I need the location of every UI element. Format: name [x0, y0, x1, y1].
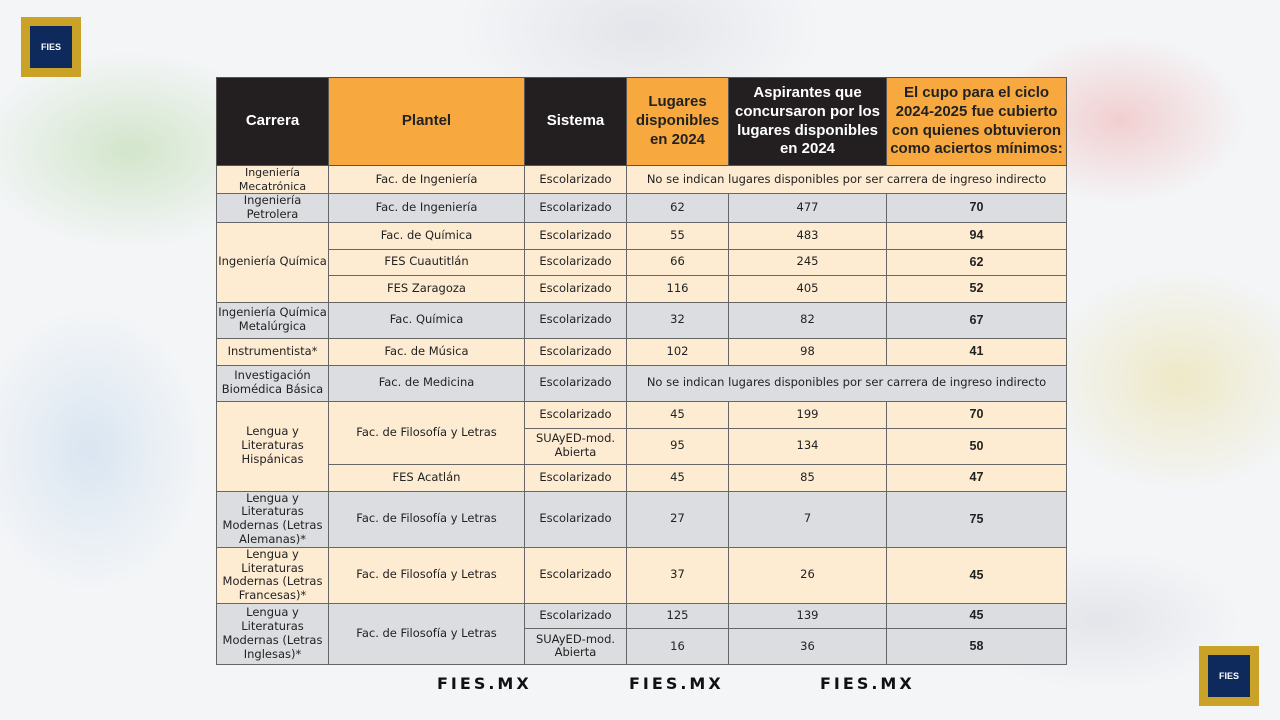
cell-cupo: 70 [887, 194, 1067, 223]
cell-lugares: 62 [627, 194, 729, 223]
cell-carrera: Lengua y Literaturas Hispánicas [217, 401, 329, 491]
cell-cupo: 50 [887, 428, 1067, 464]
cell-cupo: 45 [887, 547, 1067, 603]
cell-aspirantes: 199 [729, 401, 887, 428]
header-carrera: Carrera [217, 78, 329, 166]
cell-plantel: Fac. de Medicina [329, 365, 525, 401]
table-row [217, 222, 1067, 249]
cell-aspirantes: 85 [729, 464, 887, 491]
cell-carrera: Instrumentista* [217, 338, 329, 365]
cell-aspirantes: 405 [729, 275, 887, 302]
cell-aspirantes: 98 [729, 338, 887, 365]
cell-aspirantes: 36 [729, 628, 887, 664]
cell-lugares: 16 [627, 628, 729, 664]
cell-sistema: Escolarizado [525, 194, 627, 223]
cell-carrera: Investigación Biomédica Básica [217, 365, 329, 401]
cell-plantel: Fac. de Ingeniería [329, 194, 525, 223]
cell-aspirantes: 7 [729, 491, 887, 547]
cell-cupo: 41 [887, 338, 1067, 365]
results-table-container [216, 77, 1066, 661]
cell-carrera: Lengua y Literaturas Modernas (Letras Francesas)* [217, 547, 329, 603]
header-plantel: Plantel [329, 78, 525, 166]
cell-aspirantes: 82 [729, 302, 887, 338]
cell-sistema: Escolarizado [525, 222, 627, 249]
cell-sistema: Escolarizado [525, 275, 627, 302]
header-sistema: Sistema [525, 78, 627, 166]
cell-lugares: 125 [627, 603, 729, 628]
header-aspirantes: Aspirantes que concursaron por los lugares disponibles en 2024 [729, 78, 887, 166]
cell-plantel: Fac. de Filosofía y Letras [329, 547, 525, 603]
cell-carrera: Ingeniería Petrolera [217, 194, 329, 223]
table-row [217, 338, 1067, 365]
table-row [217, 302, 1067, 338]
cell-plantel: Fac. de Filosofía y Letras [329, 491, 525, 547]
cell-plantel: Fac. Química [329, 302, 525, 338]
cell-plantel: FES Acatlán [329, 464, 525, 491]
footer-watermark: FIES.MX [629, 674, 724, 693]
header-cupo: El cupo para el ciclo 2024-2025 fue cubierto con quienes obtuvieron como aciertos mínimos: [887, 78, 1067, 166]
cell-sistema: Escolarizado [525, 249, 627, 275]
cell-lugares: 45 [627, 464, 729, 491]
table-row [217, 464, 1067, 491]
cell-sistema: Escolarizado [525, 338, 627, 365]
cell-plantel: Fac. de Química [329, 222, 525, 249]
cell-sistema: SUAyED-mod. Abierta [525, 628, 627, 664]
cell-plantel: Fac. de Filosofía y Letras [329, 401, 525, 464]
footer-watermark: FIES.MX [820, 674, 915, 693]
table-row [217, 401, 1067, 428]
cell-cupo: 58 [887, 628, 1067, 664]
cell-lugares: 95 [627, 428, 729, 464]
table-row [217, 603, 1067, 628]
cell-carrera: Lengua y Literaturas Modernas (Letras Alemanas)* [217, 491, 329, 547]
table-row [217, 365, 1067, 401]
cell-aspirantes: 26 [729, 547, 887, 603]
cell-lugares: 55 [627, 222, 729, 249]
cell-cupo: 70 [887, 401, 1067, 428]
results-table [216, 77, 1067, 665]
cell-sistema: Escolarizado [525, 491, 627, 547]
cell-sistema: Escolarizado [525, 365, 627, 401]
table-row [217, 249, 1067, 275]
cell-carrera: Ingeniería Mecatrónica [217, 166, 329, 194]
cell-lugares: 32 [627, 302, 729, 338]
cell-aspirantes: 477 [729, 194, 887, 223]
cell-aspirantes: 139 [729, 603, 887, 628]
cell-cupo: 67 [887, 302, 1067, 338]
cell-plantel: FES Cuautitlán [329, 249, 525, 275]
header-lugares: Lugares disponibles en 2024 [627, 78, 729, 166]
cell-sistema: Escolarizado [525, 464, 627, 491]
cell-lugares: 116 [627, 275, 729, 302]
cell-lugares: 37 [627, 547, 729, 603]
cell-sistema: Escolarizado [525, 603, 627, 628]
cell-aspirantes: 134 [729, 428, 887, 464]
table-row [217, 194, 1067, 223]
table-row [217, 491, 1067, 547]
cell-cupo: 62 [887, 249, 1067, 275]
footer-watermark: FIES.MX [437, 674, 532, 693]
cell-plantel: Fac. de Ingeniería [329, 166, 525, 194]
cell-sistema: Escolarizado [525, 166, 627, 194]
table-row [217, 547, 1067, 603]
cell-carrera: Ingeniería Química Metalúrgica [217, 302, 329, 338]
fies-logo-top-left [21, 17, 81, 77]
cell-lugares: 27 [627, 491, 729, 547]
cell-cupo: 52 [887, 275, 1067, 302]
cell-plantel: FES Zaragoza [329, 275, 525, 302]
cell-cupo: 47 [887, 464, 1067, 491]
cell-plantel: Fac. de Filosofía y Letras [329, 603, 525, 664]
cell-cupo: 45 [887, 603, 1067, 628]
cell-sistema: Escolarizado [525, 302, 627, 338]
cell-note-indirect: No se indican lugares disponibles por ser carrera de ingreso indirecto [627, 365, 1067, 401]
cell-lugares: 102 [627, 338, 729, 365]
cell-lugares: 66 [627, 249, 729, 275]
cell-sistema: Escolarizado [525, 547, 627, 603]
cell-carrera: Ingeniería Química [217, 222, 329, 302]
table-row [217, 166, 1067, 194]
header-row [217, 78, 1067, 166]
cell-sistema: SUAyED-mod. Abierta [525, 428, 627, 464]
cell-note-indirect: No se indican lugares disponibles por ser carrera de ingreso indirecto [627, 166, 1067, 194]
fies-logo-bottom-right [1199, 646, 1259, 706]
cell-cupo: 94 [887, 222, 1067, 249]
cell-plantel: Fac. de Música [329, 338, 525, 365]
cell-carrera: Lengua y Literaturas Modernas (Letras Inglesas)* [217, 603, 329, 664]
cell-aspirantes: 245 [729, 249, 887, 275]
fies-logo-text: FIES [1208, 655, 1250, 697]
cell-aspirantes: 483 [729, 222, 887, 249]
cell-sistema: Escolarizado [525, 401, 627, 428]
fies-logo-text: FIES [30, 26, 72, 68]
cell-cupo: 75 [887, 491, 1067, 547]
table-row [217, 275, 1067, 302]
cell-lugares: 45 [627, 401, 729, 428]
